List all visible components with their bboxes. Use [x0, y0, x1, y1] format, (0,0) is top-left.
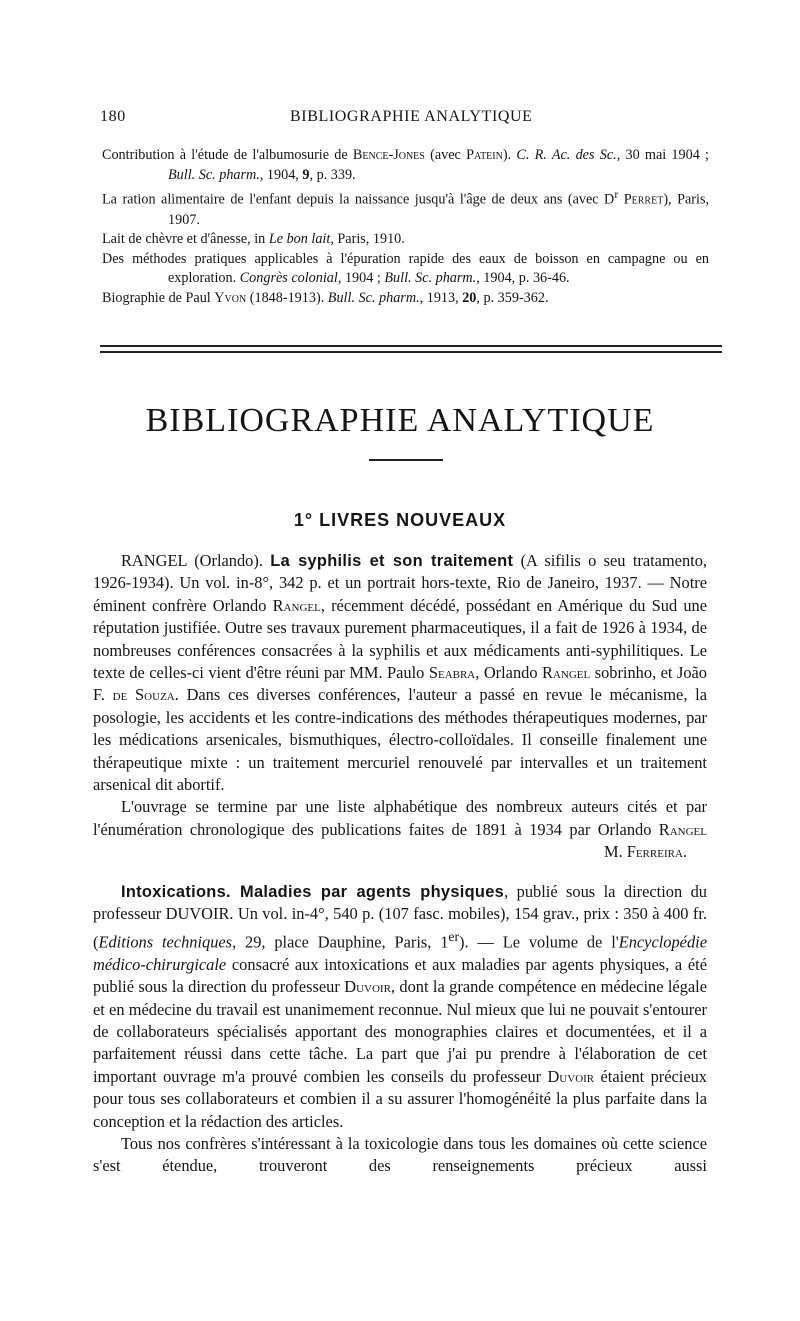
reviewer-signature: M. Ferreira. [603, 842, 687, 862]
section-heading: 1° LIVRES NOUVEAUX [293, 510, 507, 530]
title-underline [369, 459, 443, 461]
bibliography-entry: Biographie de Paul Yvon (1848-1913). Bull. Sc. pharm., 1913, 20, p. 359-362. [102, 289, 549, 306]
book-title: Intoxications. Maladies par agents physiques [121, 883, 505, 901]
review-intoxications [93, 881, 707, 1178]
bibliography-entry: Lait de chèvre et d'ânesse, in Le bon lait, Paris, 1910. [102, 231, 405, 248]
review-paragraph: L'ouvrage se termine par une liste alphabétique des nombreux auteurs cités et par l'énumération chronologique des publications faites de 1891 à 1934 par Orlando Rangel [93, 797, 707, 839]
review-rangel [93, 550, 707, 864]
review-signature-row [93, 841, 707, 863]
divider-rule [100, 351, 722, 353]
review-paragraph: RANGEL (Orlando). La syphilis et son traitement (A sifilis o seu tratamento, 1926-1934). Un vol. in-8°, 342 p. et un portrait hors-texte, Rio de Janeiro, 1937. — Notre éminent confrère Orlando Rangel, récemment décédé, possédant en Amérique du Sud une réputation justifiée. Outre ses travaux purement pharmaceutiques, il a fait de 1926 à 1934, de nombreuses conférences consacrées à la syphilis et aux médicaments anti-syphilitiques. Le texte de celles-ci vient d'être réuni par MM. Paulo Seabra, Orlando Rangel sobrinho, et João F. de Souza. Dans ces diverses conférences, l'auteur a passé en revue le mécanisme, la posologie, les accidents et les contre-indications des méthodes thérapeutiques modernes, par les médications arsenicales, bismuthiques, électro-colloïdales. Il conseille finalement une thérapeutique mixte : un traitement mercuriel renouvelé par intervalles et un traitement arsenical dit abortif. [93, 551, 708, 795]
page-number: 180 [100, 108, 126, 125]
divider-rule [100, 345, 722, 347]
review-paragraph: Intoxications. Maladies par agents physiques, publié sous la direction du professeur DUVOIR. Un vol. in-4°, 540 p. (107 fasc. mobiles), 154 grav., prix : 350 à 400 fr. (Editions techniques, 29, place Dauphine, Paris, 1er). — Le volume de l'Encyclopédie médico-chirurgicale consacré aux intoxications et aux maladies par agents physiques, a été publié sous la direction du professeur Duvoir, dont la grande compétence en médecine légale et en médecine du travail est unanimement reconnue. Nul mieux que lui ne pouvait s'entourer de collaborateurs spécialisés apportant des monographies claires et documentées, et il a parfaitement réussi dans cette tâche. La part que j'ai pu prendre à l'élaboration de cet important ouvrage m'a prouvé combien les conseils du professeur Duvoir étaient précieux pour tous ses collaborateurs et combien il a su assurer l'homogénéité la plus parfaite dans la conception et la rédaction des articles. [93, 882, 707, 1131]
page-title: BIBLIOGRAPHIE ANALYTIQUE [145, 402, 655, 439]
bibliography-list [102, 146, 709, 308]
running-title: BIBLIOGRAPHIE ANALYTIQUE [290, 108, 533, 125]
bibliography-entry: Des méthodes pratiques applicables à l'épuration rapide des eaux de boisson en campagne ou en exploration. Congrès colonial, 1904 ; Bull. Sc. pharm., 1904, p. 36-46. [102, 250, 709, 287]
bibliography-entry: La ration alimentaire de l'enfant depuis la naissance jusqu'à l'âge de deux ans (avec $D^r$ Perret), Paris, 1907. [102, 187, 710, 228]
book-title: La syphilis et son traitement [270, 552, 514, 570]
bibliography-entry: Contribution à l'étude de l'albumosurie de Bence-Jones (avec Patein). C. R. Ac. des Sc., 30 mai 1904 ; Bull. Sc. pharm., 1904, 9, p. 339. [102, 147, 709, 183]
review-paragraph: Tous nos confrères s'intéressant à la toxicologie dans tous les domaines où cette science s'est étendue, trouveront des renseignements précieux aussi [93, 1133, 707, 1176]
